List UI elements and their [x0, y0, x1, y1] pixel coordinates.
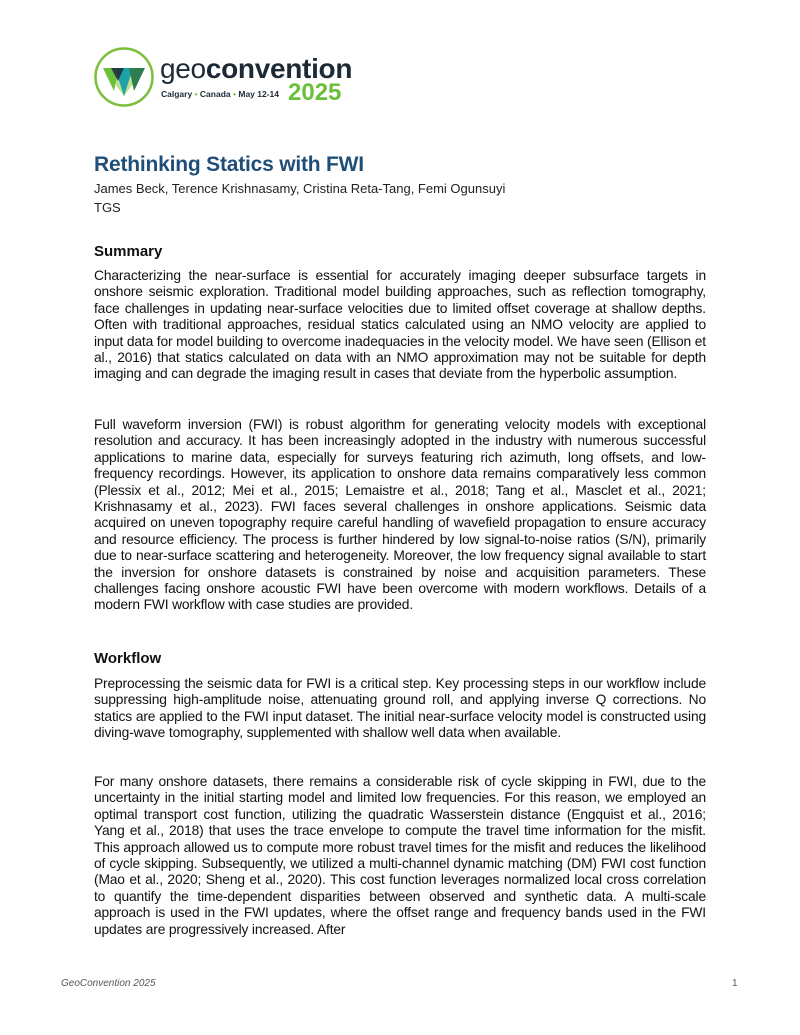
footer-page-number: 1	[732, 978, 738, 989]
workflow-paragraph-1: Preprocessing the seismic data for FWI is a critical step. Key processing steps in our workflow include suppressing high-amplitude noise, attenuating ground roll, and applying inverse Q corrections. No statics are applied to the FWI input dataset. The initial near-surface velocity model is constructed using diving-wave tomography, supplemented with shallow well data when available.	[94, 676, 706, 741]
paper-authors: James Beck, Terence Krishnasamy, Cristina Reta-Tang, Femi Ogunsuyi	[94, 181, 506, 196]
logo-word-light: geo	[160, 53, 206, 84]
workflow-paragraph-2: For many onshore datasets, there remains a considerable risk of cycle skipping in FWI, due to the uncertainty in the initial starting model and limited low frequencies. For this reason, we employed an optimal transport cost function, utilizing the quadratic Wasserstein distance (Engquist et al., 2016; Yang et al., 2018) that uses the trace envelope to compute the travel time information for the misfit. This approach allowed us to compute more robust travel times for the misfit and reduces the likelihood of cycle skipping. Subsequently, we utilized a multi-channel dynamic matching (DM) FWI cost function (Mao et al., 2020; Sheng et al., 2020). This cost function leverages normalized local cross correlation to quantify the time-dependent disparities between observed and synthetic data. A multi-scale approach is used in the FWI updates, where the offset range and frequency bands used in the FWI updates are progressively increased. After	[94, 774, 706, 937]
geoconvention-logo-icon	[93, 46, 155, 108]
logo-separator: •	[194, 89, 198, 99]
logo-word-bold: convention	[205, 53, 353, 84]
summary-heading: Summary	[94, 243, 163, 260]
paper-affiliation: TGS	[94, 200, 121, 215]
summary-paragraph-1: Characterizing the near-surface is essential for accurately imaging deeper subsurface targets in onshore seismic exploration. Traditional model building approaches, such as reflection tomography, face challenges in updating near-surface velocities due to limited offset coverage at shallow depths. Often with traditional approaches, residual statics calculated using an NMO velocity are applied to input data for model building to overcome inadequacies in the velocity model. We have seen (Ellison et al., 2016) that statics calculated on data with an NMO approximation may not be suitable for depth imaging and can degrade the imaging result in cases that deviate from the hyperbolic assumption.	[94, 268, 706, 382]
geoconvention-logo	[93, 46, 355, 108]
logo-location-country: Canada	[199, 89, 231, 99]
logo-separator: •	[233, 89, 236, 99]
logo-location-city: Calgary	[161, 89, 193, 99]
logo-year: 2025	[288, 79, 342, 106]
footer-conference: GeoConvention 2025	[61, 978, 156, 989]
logo-location-dates: May 12-14	[238, 89, 280, 99]
workflow-heading: Workflow	[94, 650, 162, 667]
paper-title: Rethinking Statics with FWI	[94, 153, 364, 176]
summary-paragraph-2: Full waveform inversion (FWI) is robust algorithm for generating velocity models with exceptional resolution and accuracy. It has been increasingly adopted in the industry with numerous successful applications to marine data, especially for surveys featuring rich azimuth, long offsets, and low-frequency recordings. However, its application to onshore data remains comparatively less common (Plessix et al., 2012; Mei et al., 2015; Lemaistre et al., 2018; Tang et al., Masclet et al., 2021; Krishnasamy et al., 2023). FWI faces several challenges in onshore applications. Seismic data acquired on uneven topography require careful handling of wavefield propagation to ensure accuracy and resource efficiency. The process is further hindered by low signal-to-noise ratios (S/N), primarily due to near-surface scattering and heterogeneity. Moreover, the low frequency signal available to start the inversion for onshore datasets is constrained by noise and acquisition parameters. These challenges facing onshore acoustic FWI have been overcome with modern workflows. Details of a modern FWI workflow with case studies are provided.	[94, 417, 706, 613]
